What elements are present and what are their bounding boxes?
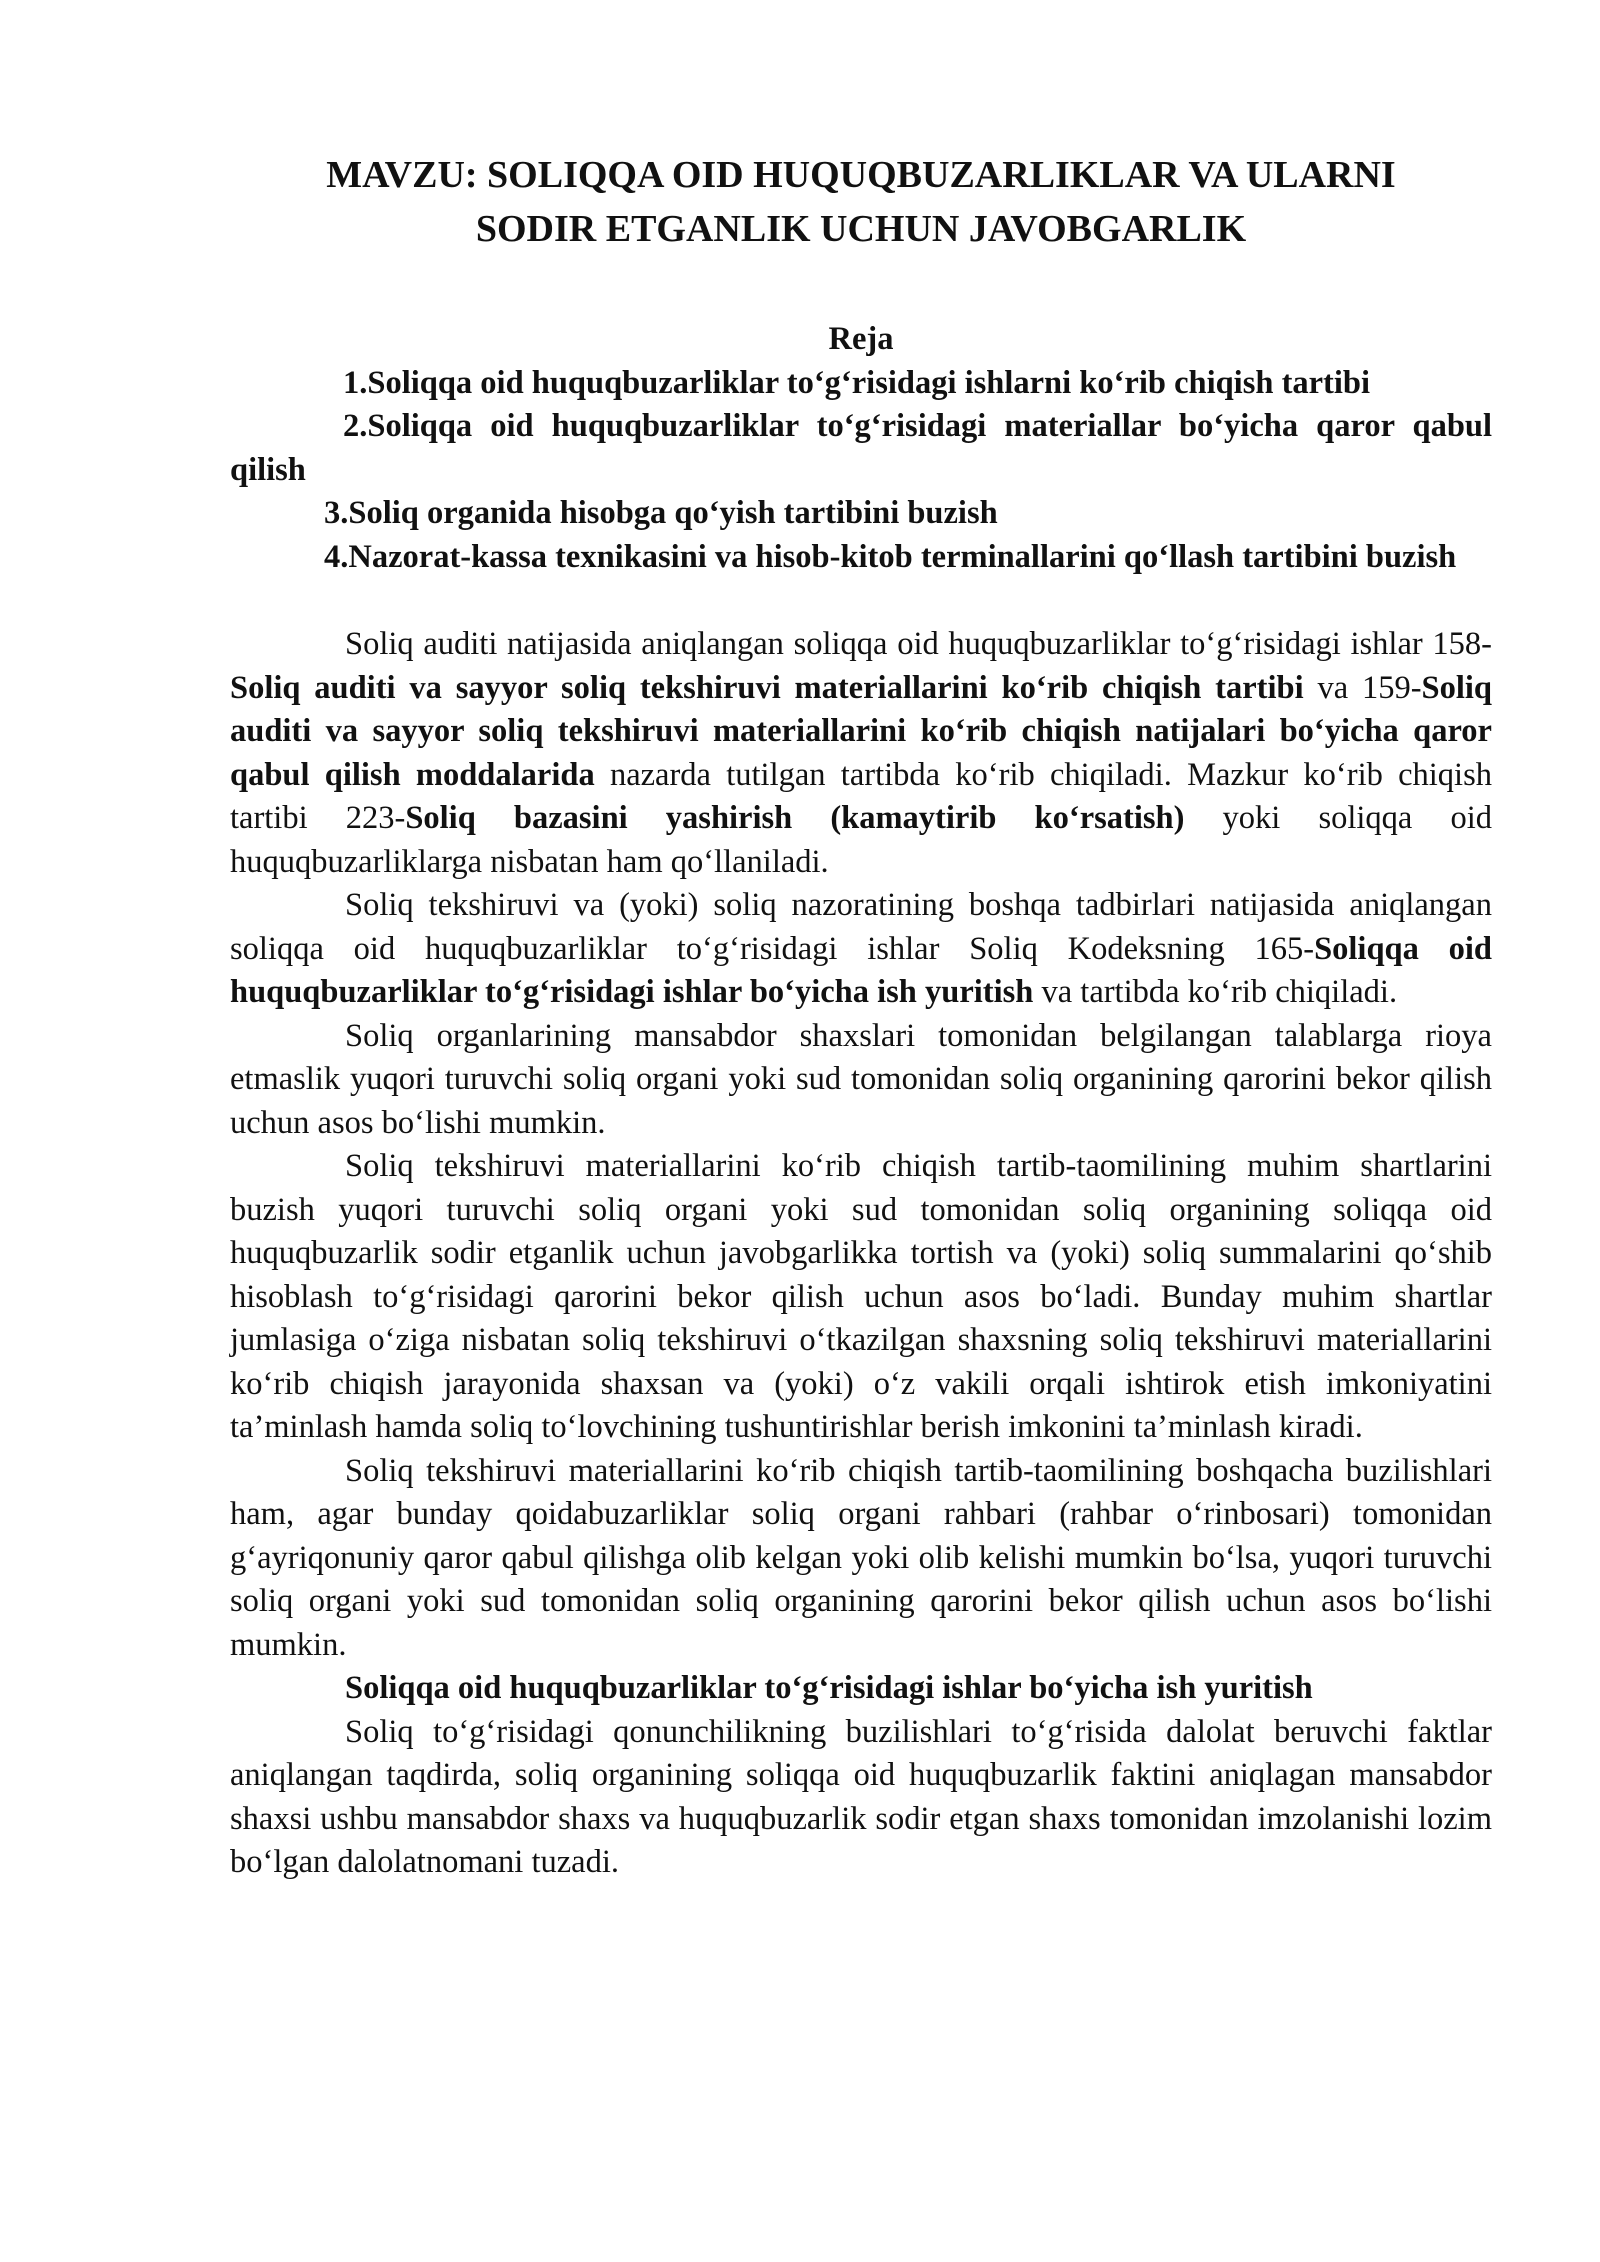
p1-bold-3: Soliq bazasini yashirish (kamaytirib ko‘rsatish) [405, 800, 1185, 836]
plan-list [230, 362, 1492, 580]
plan-item-1: 1.Soliqqa oid huquqbuzarliklar to‘g‘risidagi ishlarni ko‘rib chiqish tartibi [343, 364, 1371, 401]
document-content [230, 148, 1492, 1885]
document-title [230, 148, 1492, 256]
p1-text-1: Soliq auditi natijasida aniqlangan soliqqa oid huquqbuzarliklar to‘g‘risidagi ishlar 158- [345, 626, 1492, 662]
plan-item-2: 2.Soliqqa oid huquqbuzarliklar to‘g‘risidagi materiallar bo‘yicha qaror qabul qilish [230, 408, 1492, 488]
section-subheading: Soliqqa oid huquqbuzarliklar to‘g‘risidagi ishlar bo‘yicha ish yuritish [345, 1670, 1313, 1706]
plan-item-3: 3.Soliq organida hisobga qo‘yish tartibini buzish [324, 495, 998, 531]
p1-text-4: yoki soliqqa oid huquqbuzarliklarga nisbatan ham qo‘llaniladi. [230, 800, 1492, 880]
paragraph-6: Soliq to‘g‘risidagi qonunchilikning buzilishlari to‘g‘risida dalolat beruvchi faktlar aniqlangan taqdirda, soliq organining soliqqa oid huquqbuzarlik faktini aniqlagan mansabdor shaxsi ushbu mansabdor shaxs va huquqbuzarlik sodir etgan shaxs tomonidan imzolanishi lozim bo‘lgan dalolatnomani tuzadi. [230, 1713, 1492, 1880]
p1-bold-1: Soliq auditi va sayyor soliq tekshiruvi materiallarini ko‘rib chiqish tartibi [230, 669, 1304, 706]
paragraph-5: Soliq tekshiruvi materiallarini ko‘rib chiqish tartib-taomilining boshqacha buzilishlari ham, agar bunday qoidabuzarliklar soliq organi rahbari (rahbar o‘rinbosari) tomonidan g‘ayriqonuniy qaror qabul qilishga olib kelgan yoki olib kelishi mumkin bo‘lsa, yuqori turuvchi soliq organi yoki sud tomonidan soliq organining qarorini bekor qilish uchun asos bo‘lishi mumkin. [230, 1452, 1492, 1663]
paragraph-3: Soliq organlarining mansabdor shaxslari tomonidan belgilangan talablarga rioya etmaslik yuqori turuvchi soliq organi yoki sud tomonidan soliq organining qarorini bekor qilish uchun asos bo‘lishi mumkin. [230, 1017, 1492, 1141]
p2-text-2: va tartibda ko‘rib chiqiladi. [1033, 974, 1398, 1010]
title-line-2: SODIR ETGANLIK UCHUN JAVOBGARLIK [475, 208, 1247, 250]
p1-text-2: va 159- [1303, 669, 1422, 706]
plan-heading: Reja [828, 321, 894, 357]
p1-text-3: nazarda tutilgan tartibda ko‘rib chiqiladi. Mazkur ko‘rib chiqish tartibi 223- [230, 756, 1492, 836]
paragraph-4: Soliq tekshiruvi materiallarini ko‘rib chiqish tartib-taomilining muhim shartlarini buzish yuqori turuvchi soliq organi yoki sud tomonidan soliq organining soliqqa oid huquqbuzarlik sodir etganlik uchun javobgarlikka tortish va (yoki) soliq summalarini qo‘shib hisoblash to‘g‘risidagi qarorini bekor qilish uchun asos bo‘ladi. Bunday muhim shartlar jumlasiga o‘ziga nisbatan soliq tekshiruvi o‘tkazilgan shaxsning soliq tekshiruvi materiallarini ko‘rib chiqish jarayonida shaxsan va (yoki) o‘z vakili orqali ishtirok etish imkoniyatini ta’minlash hamda soliq to‘lovchining tushuntirishlar berish imkonini ta’minlash kiradi. [230, 1148, 1492, 1445]
paragraph-1 [230, 623, 1492, 884]
p2-bold-1: Soliqqa oid huquqbuzarliklar to‘g‘risidagi ishlar bo‘yicha ish yuritish [230, 930, 1492, 1010]
title-line-1: MAVZU: SOLIQQA OID HUQUQBUZARLIKLAR VA ULARNI [326, 154, 1396, 196]
plan-item-4: 4.Nazorat-kassa texnikasini va hisob-kitob terminallarini qo‘llash tartibini buzish [324, 538, 1457, 575]
p2-text-1: Soliq tekshiruvi va (yoki) soliq nazoratining boshqa tadbirlari natijasida aniqlangan soliqqa oid huquqbuzarliklar to‘g‘risidagi ishlar Soliq Kodeksning 165- [230, 887, 1492, 967]
p1-bold-2: Soliq auditi va sayyor soliq tekshiruvi materiallarini ko‘rib chiqish natijalari bo‘yicha qaror qabul qilish moddalarida [230, 669, 1492, 793]
paragraph-2 [230, 884, 1492, 1015]
